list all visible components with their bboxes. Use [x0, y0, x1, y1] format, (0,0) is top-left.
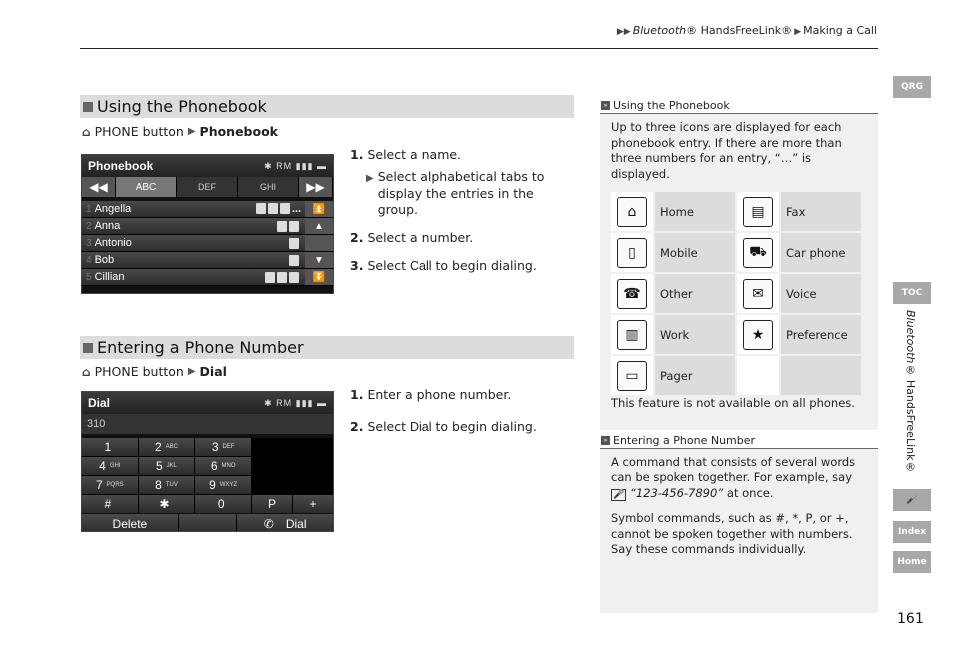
keypad-key[interactable]: 8 TUV	[139, 476, 195, 494]
number-type-icon	[289, 221, 299, 232]
row-number: 4	[86, 255, 92, 266]
fax-icon: ▤	[743, 197, 773, 227]
side-note: This feature is not available on all phones.	[611, 396, 855, 411]
icon-label: Car phone	[781, 233, 861, 272]
arrow-icon: ▶	[794, 27, 802, 37]
keypad-key[interactable]: 6 MNO	[195, 457, 251, 475]
row-number: 3	[86, 238, 92, 249]
icon-label: Voice	[781, 274, 861, 313]
arrow-icon: ▶	[187, 126, 196, 137]
number-type-icon	[277, 272, 287, 283]
voice-icon: 🎤	[906, 495, 918, 505]
dial-steps	[350, 387, 575, 448]
preference-icon: ★	[743, 320, 773, 350]
top-rule	[80, 48, 878, 49]
number-type-icons	[265, 272, 301, 283]
keypad-key[interactable]: 5 JKL	[139, 457, 195, 475]
dial-number-display: 310	[82, 414, 333, 434]
square-bullet-icon	[83, 102, 93, 112]
chapter-label: Bluetooth® HandsFreeLink®	[904, 310, 917, 474]
menu-path: ⌂ PHONE button ▶ Phonebook	[82, 124, 278, 139]
screen-title-bar: Dial ✱ RM ▮▮▮ ▬	[82, 392, 333, 414]
contact-name: Anna	[94, 220, 121, 232]
side-text-symbols: Symbol commands, such as #, *, P, or +, cannot be spoken together with numbers. Say these commands individually.	[611, 511, 853, 557]
contact-name: Bob	[94, 254, 115, 266]
nav-qrg-button[interactable]: QRG	[893, 76, 931, 98]
breadcrumb: ▶▶ Bluetooth® HandsFreeLink® ▶ Making a Call	[616, 24, 877, 37]
nav-home-button[interactable]: Home	[893, 551, 931, 573]
keypad-key[interactable]: 0	[195, 495, 251, 513]
status-icons: ✱ RM ▮▮▮ ▬	[264, 160, 327, 171]
nav-index-button[interactable]: Index	[893, 521, 931, 543]
delete-button[interactable]: Delete	[82, 514, 178, 532]
icon-label: Other	[655, 274, 735, 313]
step-1-sub: ▶ Select alphabetical tabs to display the entries in the group.	[366, 169, 545, 217]
icon-label: Home	[655, 192, 735, 231]
arrow-icon: ▶	[187, 366, 196, 377]
key-plus[interactable]: +	[293, 495, 333, 513]
prev-tab-button[interactable]: ◀◀	[82, 177, 116, 197]
phone-icon: ✆	[263, 517, 274, 531]
number-type-icons	[256, 203, 301, 215]
alphabet-tabs	[82, 177, 333, 197]
dial-button[interactable]: ✆ Dial	[237, 514, 333, 532]
step-3: 3. Select Call to begin dialing.	[350, 258, 537, 274]
step-1: 1. Enter a phone number.	[350, 387, 512, 402]
number-type-icon	[277, 221, 287, 232]
phonebook-steps	[350, 147, 575, 287]
square-bullet-icon	[83, 343, 93, 353]
icon-cell	[737, 274, 779, 313]
number-type-icon	[256, 203, 266, 214]
icon-cell	[737, 315, 779, 354]
nav-voice-button[interactable]	[893, 489, 931, 511]
page-down-button[interactable]: ⏬	[305, 269, 333, 286]
row-number: 2	[86, 221, 92, 232]
icon-cell	[611, 233, 653, 272]
section-header-dial: Entering a Phone Number	[80, 336, 574, 359]
tab-def[interactable]: DEF	[177, 177, 238, 197]
phonebook-icon-table	[611, 192, 862, 395]
phonebook-screen	[81, 154, 334, 294]
key-p[interactable]: P	[252, 495, 292, 513]
icon-cell	[611, 315, 653, 354]
icon-label: Preference	[781, 315, 861, 354]
keypad-key[interactable]: ✱	[139, 495, 195, 513]
number-type-icon	[268, 203, 278, 214]
step-2: 2. Select Dial to begin dialing.	[350, 419, 537, 435]
dial-screen	[81, 391, 334, 532]
contact-name: Cillian	[94, 271, 125, 283]
next-tab-button[interactable]: ▶▶	[299, 177, 333, 197]
contact-row[interactable]	[82, 269, 305, 286]
contact-row[interactable]	[82, 201, 305, 218]
number-type-icons	[289, 238, 301, 249]
home-button-icon: ⌂	[82, 364, 91, 379]
scroll-controls	[305, 201, 333, 286]
more-indicator: ...	[291, 203, 301, 215]
work-icon: ▥	[617, 320, 647, 350]
side-header-dial: » Entering a Phone Number	[600, 430, 878, 449]
keypad-key[interactable]: 3 DEF	[195, 438, 251, 456]
contact-list	[82, 201, 305, 286]
number-type-icons	[289, 255, 301, 266]
tab-abc[interactable]: ABC	[116, 177, 177, 197]
status-icons: ✱ RM ▮▮▮ ▬	[264, 397, 327, 408]
menu-path: ⌂ PHONE button ▶ Dial	[82, 364, 227, 379]
side-notes-panel	[600, 95, 878, 613]
icon-cell	[611, 274, 653, 313]
contact-row[interactable]	[82, 235, 305, 252]
number-type-icon	[280, 203, 290, 214]
mobile-icon: ▯	[617, 238, 647, 268]
other-icon: ☎	[617, 279, 647, 309]
side-header-phonebook: » Using the Phonebook	[600, 95, 878, 114]
pager-icon: ▭	[617, 361, 647, 391]
empty-cell	[737, 356, 779, 395]
icon-label: Pager	[655, 356, 735, 395]
contact-name: Antonio	[94, 237, 132, 249]
section-header-phonebook: Using the Phonebook	[80, 95, 574, 118]
home-icon: ⌂	[617, 197, 647, 227]
scroll-up-button[interactable]: ▲	[305, 218, 333, 235]
scroll-down-button[interactable]: ▼	[305, 252, 333, 269]
side-text-voice-command: A command that consists of several words can be spoken together. For example, say 🎤 “123-456-7890” at once.	[611, 454, 856, 500]
voice-command-icon: 🎤	[613, 489, 625, 500]
keypad-key[interactable]: 1	[82, 438, 138, 456]
icon-cell	[611, 192, 653, 231]
home-button-icon: ⌂	[82, 124, 91, 139]
keypad-key[interactable]: 7 PQRS	[82, 476, 138, 494]
note-marker-icon: »	[601, 101, 610, 110]
contact-row[interactable]	[82, 218, 305, 235]
number-type-icon	[265, 272, 275, 283]
number-type-icon	[289, 238, 299, 249]
icon-label: Work	[655, 315, 735, 354]
side-text-phonebook: Up to three icons are displayed for each phonebook entry. If there are more than three numbers for an entry, “…” is displayed.	[611, 120, 842, 181]
keypad-key[interactable]: 9 WXYZ	[195, 476, 251, 494]
icon-cell	[737, 233, 779, 272]
empty-key	[179, 514, 236, 532]
tab-ghi[interactable]: GHI	[238, 177, 299, 197]
icon-label: Mobile	[655, 233, 735, 272]
voice-icon: ✉	[743, 279, 773, 309]
row-number: 5	[86, 272, 92, 283]
keypad-key[interactable]: 2 ABC	[139, 438, 195, 456]
arrow-icon: ▶▶	[616, 27, 631, 37]
page-up-button[interactable]: ⏫	[305, 201, 333, 218]
step-1: 1. Select a name. ▶ Select alphabetical tabs to display the entries in the group.	[350, 147, 575, 218]
row-number: 1	[86, 204, 92, 215]
keypad	[82, 438, 251, 513]
keypad-key[interactable]: #	[82, 495, 138, 513]
icon-cell	[737, 192, 779, 231]
contact-row[interactable]	[82, 252, 305, 269]
step-2: 2. Select a number.	[350, 230, 474, 245]
keypad-key[interactable]: 4 GHI	[82, 457, 138, 475]
number-type-icon	[289, 272, 299, 283]
page-number: 161	[897, 611, 924, 627]
icon-cell	[611, 356, 653, 395]
contact-name: Angella	[94, 203, 132, 215]
number-type-icons	[277, 221, 301, 232]
number-type-icon	[289, 255, 299, 266]
dial-bottom-bar	[82, 514, 333, 532]
arrow-icon: ▶	[366, 173, 374, 185]
icon-label: Fax	[781, 192, 861, 231]
car-phone-icon: ⛟	[743, 238, 773, 268]
nav-toc-button[interactable]: TOC	[893, 282, 931, 304]
empty-cell	[781, 356, 861, 395]
scroll-bar[interactable]	[305, 235, 333, 252]
note-marker-icon: »	[601, 436, 610, 445]
screen-title-bar: Phonebook ✱ RM ▮▮▮ ▬	[82, 155, 333, 177]
